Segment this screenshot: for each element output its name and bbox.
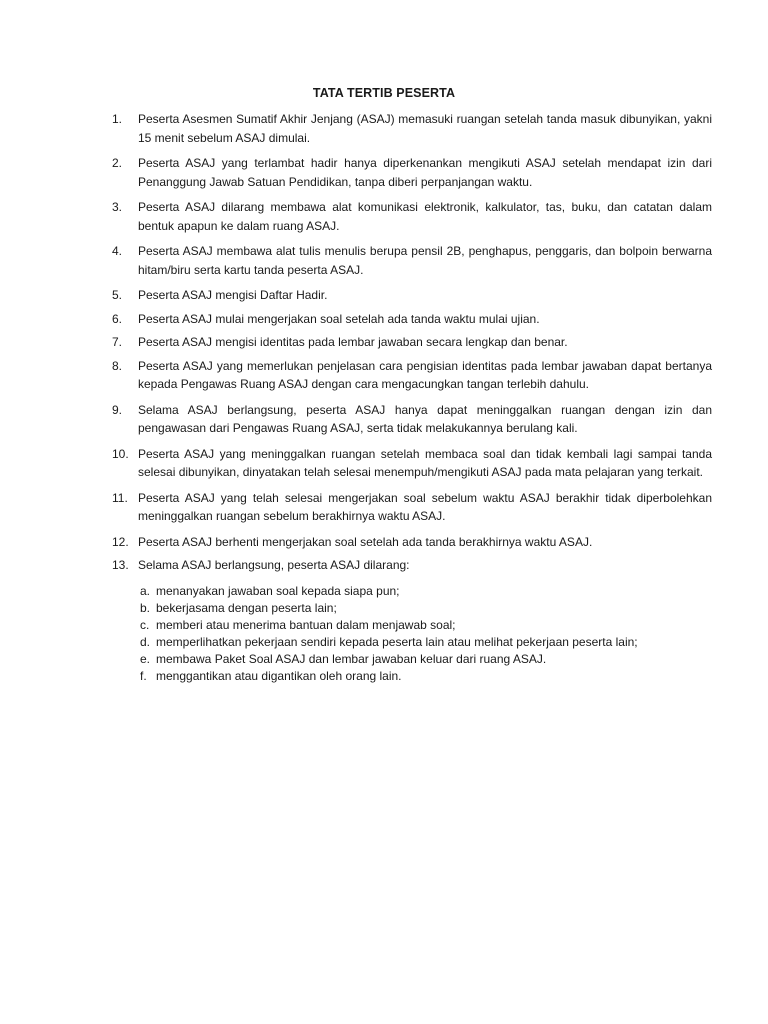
prohibition-item <box>140 651 712 668</box>
rule-text: Peserta ASAJ mengisi Daftar Hadir. <box>138 288 328 302</box>
prohibition-letter: c. <box>140 617 150 632</box>
prohibition-text: bekerjasama dengan peserta lain; <box>156 600 337 615</box>
rule-number: 2. <box>112 156 123 170</box>
prohibition-item <box>140 600 712 617</box>
rule-item <box>112 401 712 438</box>
prohibition-text: memberi atau menerima bantuan dalam menjawab soal; <box>156 617 456 632</box>
rule-item <box>112 198 712 235</box>
rule-text: Peserta ASAJ mulai mengerjakan soal setelah ada tanda waktu mulai ujian. <box>138 311 540 326</box>
rule-number: 10. <box>112 446 129 461</box>
prohibition-letter: b. <box>140 600 151 615</box>
prohibition-text: menanyakan jawaban soal kepada siapa pun; <box>156 583 400 598</box>
rule-text: Peserta ASAJ yang meninggalkan ruangan setelah membaca soal dan tidak kembali lagi sampai tanda selesai dibunyikan, dinyatakan telah selesai menempuh/mengikuti ASAJ pada mata pelajaran yang terkait. <box>138 446 712 479</box>
rule-item <box>112 154 712 191</box>
rule-number: 12. <box>112 534 129 549</box>
rule-text: Peserta ASAJ yang telah selesai mengerjakan soal sebelum waktu ASAJ berakhir tidak diperbolehkan meninggalkan ruangan sebelum berakhirnya waktu ASAJ. <box>138 490 712 523</box>
rule-text: Peserta ASAJ berhenti mengerjakan soal setelah ada tanda berakhirnya waktu ASAJ. <box>138 534 593 549</box>
rule-number: 1. <box>112 112 123 126</box>
rule-number: 11. <box>112 490 128 505</box>
rule-text: Peserta Asesmen Sumatif Akhir Jenjang (ASAJ) memasuki ruangan setelah tanda masuk dibunyikan, yakni 15 menit sebelum ASAJ dimulai. <box>138 112 712 145</box>
rule-item <box>112 556 712 685</box>
rule-number: 7. <box>112 335 123 349</box>
rule-text: Peserta ASAJ mengisi identitas pada lembar jawaban secara lengkap dan benar. <box>138 335 568 349</box>
prohibitions-list <box>140 583 712 685</box>
rule-item <box>112 357 712 394</box>
rule-number: 4. <box>112 244 123 258</box>
prohibition-item <box>140 617 712 634</box>
rule-item <box>112 242 712 279</box>
prohibition-text: memperlihatkan pekerjaan sendiri kepada peserta lain atau melihat pekerjaan peserta lain; <box>156 634 638 649</box>
rule-item <box>112 310 712 329</box>
prohibition-letter: f. <box>140 668 147 683</box>
rule-text: Selama ASAJ berlangsung, peserta ASAJ hanya dapat meninggalkan ruangan dengan izin dan pengawasan dari Pengawas Ruang ASAJ, serta tidak melakukannya berulang kali. <box>138 402 712 435</box>
prohibition-item <box>140 583 712 600</box>
rule-text: Selama ASAJ berlangsung, peserta ASAJ dilarang: <box>138 558 410 572</box>
rule-number: 3. <box>112 200 123 214</box>
rule-item <box>112 110 712 147</box>
rule-item <box>112 445 712 482</box>
rule-number: 13. <box>112 558 129 572</box>
rule-number: 8. <box>112 358 123 373</box>
prohibition-letter: e. <box>140 651 151 666</box>
prohibition-letter: a. <box>140 583 151 598</box>
rule-text: Peserta ASAJ membawa alat tulis menulis berupa pensil 2B, penghapus, penggaris, dan bolpoin berwarna hitam/biru serta kartu tanda peserta ASAJ. <box>138 244 712 277</box>
rule-item <box>112 286 712 305</box>
prohibition-text: menggantikan atau digantikan oleh orang lain. <box>156 668 402 683</box>
rule-number: 5. <box>112 288 123 302</box>
rule-number: 9. <box>112 402 123 417</box>
rule-item <box>112 489 712 526</box>
rule-item <box>112 333 712 352</box>
rule-text: Peserta ASAJ yang memerlukan penjelasan cara pengisian identitas pada lembar jawaban dapat bertanya kepada Pengawas Ruang ASAJ dengan cara mengacungkan tangan terlebih dahulu. <box>138 358 712 391</box>
rule-item <box>112 533 712 552</box>
document-title: TATA TERTIB PESERTA <box>312 86 456 100</box>
prohibition-item <box>140 634 712 651</box>
rules-list <box>112 110 712 692</box>
prohibition-text: membawa Paket Soal ASAJ dan lembar jawaban keluar dari ruang ASAJ. <box>156 651 547 666</box>
rule-number: 6. <box>112 311 123 326</box>
rule-text: Peserta ASAJ dilarang membawa alat komunikasi elektronik, kalkulator, tas, buku, dan catatan dalam bentuk apapun ke dalam ruang ASAJ. <box>138 200 712 233</box>
rule-text: Peserta ASAJ yang terlambat hadir hanya diperkenankan mengikuti ASAJ setelah mendapat izin dari Penanggung Jawab Satuan Pendidikan, tanpa diberi perpanjangan waktu. <box>138 156 712 189</box>
prohibition-letter: d. <box>140 634 151 649</box>
prohibition-item <box>140 668 712 685</box>
